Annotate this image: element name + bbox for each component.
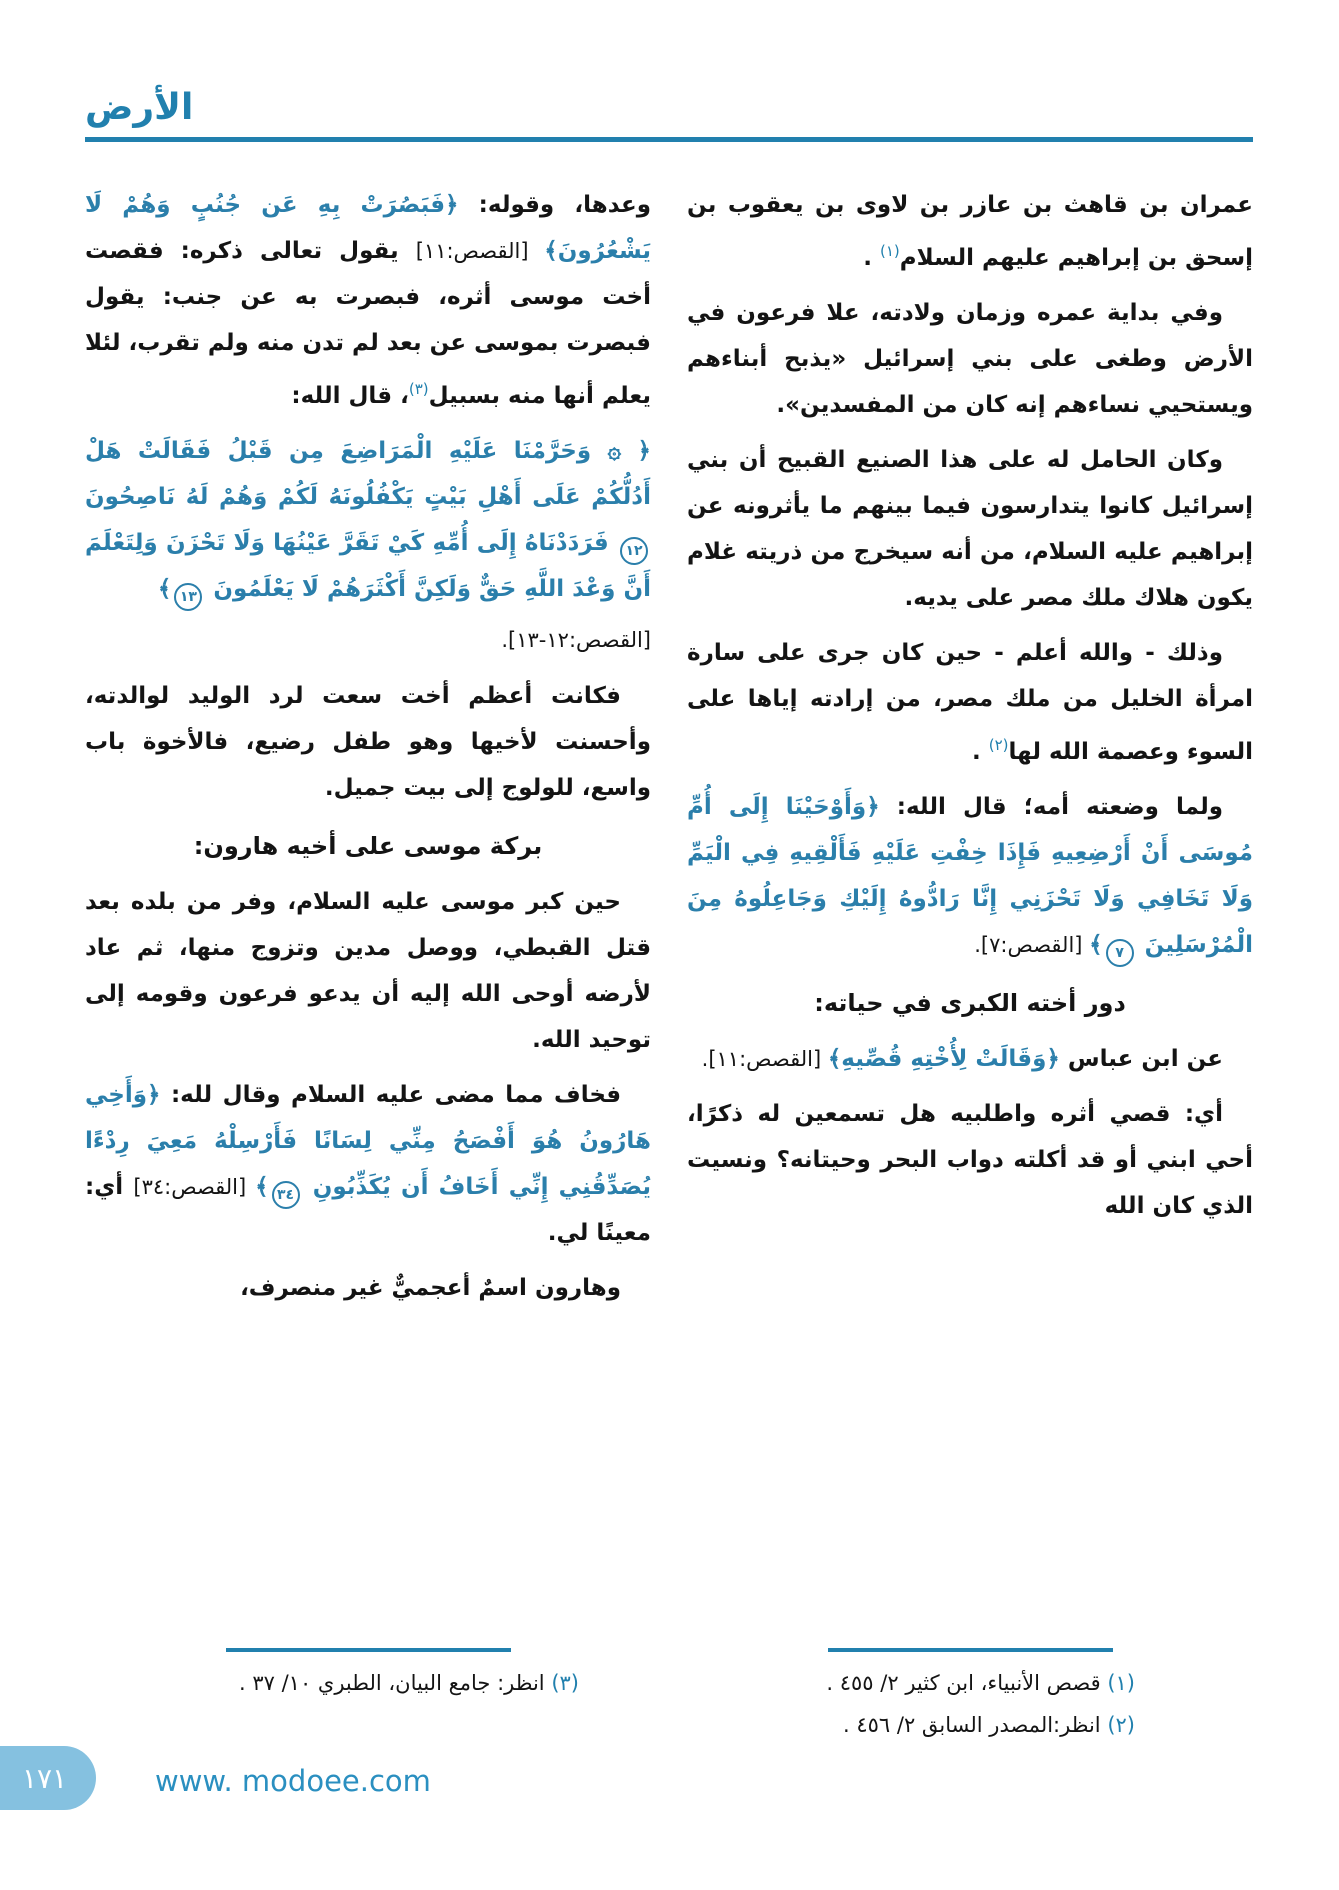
- column-left-body: [85, 182, 651, 1320]
- footnote: [717, 1704, 1135, 1746]
- body-text: .: [863, 245, 880, 271]
- footnote-number: (٢): [1107, 1713, 1135, 1737]
- ayah-number: ٧: [1106, 939, 1134, 967]
- body-text: يقول تعالى ذكره: فقصت أخت موسى أثره، فبصرت به عن جنب: يقول فبصرت بموسى عن بعد لم تدن منه ولم تقرب، لئلا يعلم أنها منه بسبيل: [85, 238, 651, 409]
- verse-reference: [القصص:١١].: [701, 1047, 828, 1071]
- footnote-list: [687, 1662, 1253, 1746]
- footnote-divider: [226, 1648, 511, 1652]
- paragraph: [687, 1036, 1253, 1082]
- quran-text: ﴿ ۞ وَحَرَّمْنَا عَلَيْهِ الْمَرَاضِعَ مِن قَبْلُ فَقَالَتْ هَلْ أَدُلُّكُمْ عَلَى أَهْلِ بَيْتٍ يَكْفُلُونَهُ لَكُمْ وَهُمْ لَهُ نَاصِحُونَ: [85, 438, 651, 510]
- footnote-marker: (١): [880, 242, 900, 260]
- page-number: ١٧١: [21, 1761, 68, 1795]
- quran-text: ﴿وَقَالَتْ لِأُخْتِهِ قُصِّيهِ﴾: [827, 1046, 1060, 1072]
- verse-reference: [القصص:١١]: [415, 239, 545, 263]
- body-text: وعدها، وقوله:: [458, 192, 651, 218]
- body-text: دور أخته الكبرى في حياته:: [814, 989, 1126, 1017]
- quran-text: ﴿وَأَخِي هَارُونُ هُوَ أَفْصَحُ مِنِّي لِسَانًا فَأَرْسِلْهُ مَعِيَ رِدْءًا يُصَدِّقُنِي إِنِّي أَخَافُ أَن يُكَذِّبُونِ: [85, 1082, 651, 1200]
- website-text: www. modoee.com: [155, 1764, 431, 1798]
- ayah-number: ٣٤: [272, 1181, 300, 1209]
- column-right-footnote-block: [687, 1648, 1253, 1746]
- body-text: ، قال الله:: [291, 383, 409, 409]
- body-text: عن ابن عباس: [1059, 1046, 1223, 1072]
- footnote: [717, 1662, 1135, 1704]
- body-text: حين كبر موسى عليه السلام، وفر من بلده بعد قتل القبطي، ووصل مدين وتزوج منها، ثم عاد لأرضه أوحى الله إليه أن يدعو فرعون وقومه إلى توحيد الله.: [85, 889, 651, 1053]
- body-text: أي: قصي أثره واطلبيه هل تسمعين له ذكرًا، أحي ابني أو قد أكلته دواب البحر وحيتانه؟ ونسيت الذي كان الله: [687, 1101, 1253, 1219]
- body-text: بركة موسى على أخيه هارون:: [193, 832, 543, 860]
- verse-reference-line: [85, 617, 651, 663]
- paragraph: [85, 673, 651, 811]
- body-text: وهارون اسمٌ أعجميٌّ غير منصرف،: [240, 1275, 621, 1301]
- paragraph: [85, 1072, 651, 1256]
- quran-text: ﴾: [1089, 932, 1103, 958]
- paragraph: [687, 182, 1253, 281]
- page-header: [85, 0, 1253, 142]
- quran-text: ﴿فَبَصُرَتْ بِهِ عَن جُنُبٍ وَهُمْ لَا يَشْعُرُونَ﴾: [85, 192, 651, 264]
- verse-reference: [القصص:٧].: [974, 933, 1090, 957]
- body-text: وفي بداية عمره وزمان ولادته، علا فرعون في الأرض وطغى على بني إسرائيل «يذبح أبناءهم ويستحيي نساءهم إنه كان من المفسدين».: [687, 300, 1253, 418]
- quran-text: ﴾: [157, 576, 172, 602]
- paragraph: [687, 290, 1253, 428]
- footnote-number: (١): [1107, 1671, 1135, 1695]
- column-left: [85, 182, 651, 1742]
- paragraph: [687, 630, 1253, 775]
- body-text: فكانت أعظم أخت سعت لرد الوليد لوالدته، وأحسنت لأخيها وهو طفل رضيع، فالأخوة باب واسع، للولوج إلى بيت جميل.: [85, 683, 651, 801]
- paragraph: [687, 784, 1253, 968]
- column-left-footnote-block: [85, 1648, 651, 1704]
- verse-reference: [القصص:٣٤]: [133, 1175, 256, 1199]
- paragraph: [85, 1265, 651, 1311]
- paragraph: [687, 437, 1253, 621]
- verse-reference: [القصص:١٢-١٣].: [501, 628, 651, 652]
- body-text: ولما وضعته أمه؛ قال الله:: [879, 794, 1223, 820]
- paragraph: [687, 1091, 1253, 1229]
- body-text: عمران بن قاهث بن عازر بن لاوى بن يعقوب بن إسحق بن إبراهيم عليهم السلام: [687, 192, 1253, 271]
- body-text: فخاف مما مضى عليه السلام وقال لله:: [160, 1082, 621, 1108]
- page-number-pill: [0, 1746, 96, 1810]
- footnote-marker: (٢): [988, 736, 1009, 754]
- footnote-text: انظر:المصدر السابق ٢/ ٤٥٦ .: [842, 1713, 1108, 1737]
- body-text: وكان الحامل له على هذا الصنيع القبيح أن بني إسرائيل كانوا يتدارسون فيما بينهم ما يأثرونه عن إبراهيم عليه السلام، من أنه سيخرج من ذريته غلام يكون هلاك ملك مصر على يديه.: [687, 447, 1253, 611]
- footnote-list: [85, 1662, 651, 1704]
- paragraph: [85, 879, 651, 1063]
- quran-text: ﴿وَأَوْحَيْنَا إِلَى أُمِّ مُوسَى أَنْ أَرْضِعِيهِ فَإِذَا خِفْتِ عَلَيْهِ فَأَلْقِيهِ فِي الْيَمِّ وَلَا تَخَافِي وَلَا تَحْزَنِي إِنَّا رَادُّوهُ إِلَيْكِ وَجَاعِلُوهُ مِنَ الْمُرْسَلِينَ: [687, 794, 1253, 958]
- body-text: أي: معينًا لي.: [85, 1174, 651, 1246]
- footnote-marker: (٣): [408, 380, 429, 398]
- column-right: [687, 182, 1253, 1742]
- page-title: الأرض: [85, 87, 194, 128]
- ayah-number: ١٢: [620, 537, 648, 565]
- footnote-text: انظر: جامع البيان، الطبري ١٠/ ٣٧ .: [238, 1671, 552, 1695]
- footnote-number: (٣): [551, 1671, 579, 1695]
- ayah-number: ١٣: [174, 583, 202, 611]
- footnote-text: قصص الأنبياء، ابن كثير ٢/ ٤٥٥ .: [826, 1671, 1108, 1695]
- header-rule: [85, 137, 1253, 142]
- section-heading: [687, 980, 1253, 1026]
- body-text: .: [971, 739, 989, 765]
- quran-text: فَرَدَدْنَاهُ إِلَى أُمِّهِ كَيْ تَقَرَّ عَيْنُهَا وَلَا تَحْزَنَ وَلِتَعْلَمَ أَنَّ وَعْدَ اللَّهِ حَقٌّ وَلَكِنَّ أَكْثَرَهُمْ لَا يَعْلَمُونَ: [85, 530, 651, 602]
- footnote: [115, 1662, 579, 1704]
- quran-text: ﴾: [255, 1174, 269, 1200]
- quran-verse-block: [85, 428, 651, 612]
- footnote-divider: [828, 1648, 1113, 1652]
- two-column-text: [85, 182, 1253, 1742]
- body-text: وذلك - والله أعلم - حين كان جرى على سارة امرأة الخليل من ملك مصر، من إرادته إياها على السوء وعصمة الله لها: [687, 640, 1253, 765]
- section-heading: [85, 823, 651, 869]
- paragraph: [85, 182, 651, 419]
- column-right-body: [687, 182, 1253, 1238]
